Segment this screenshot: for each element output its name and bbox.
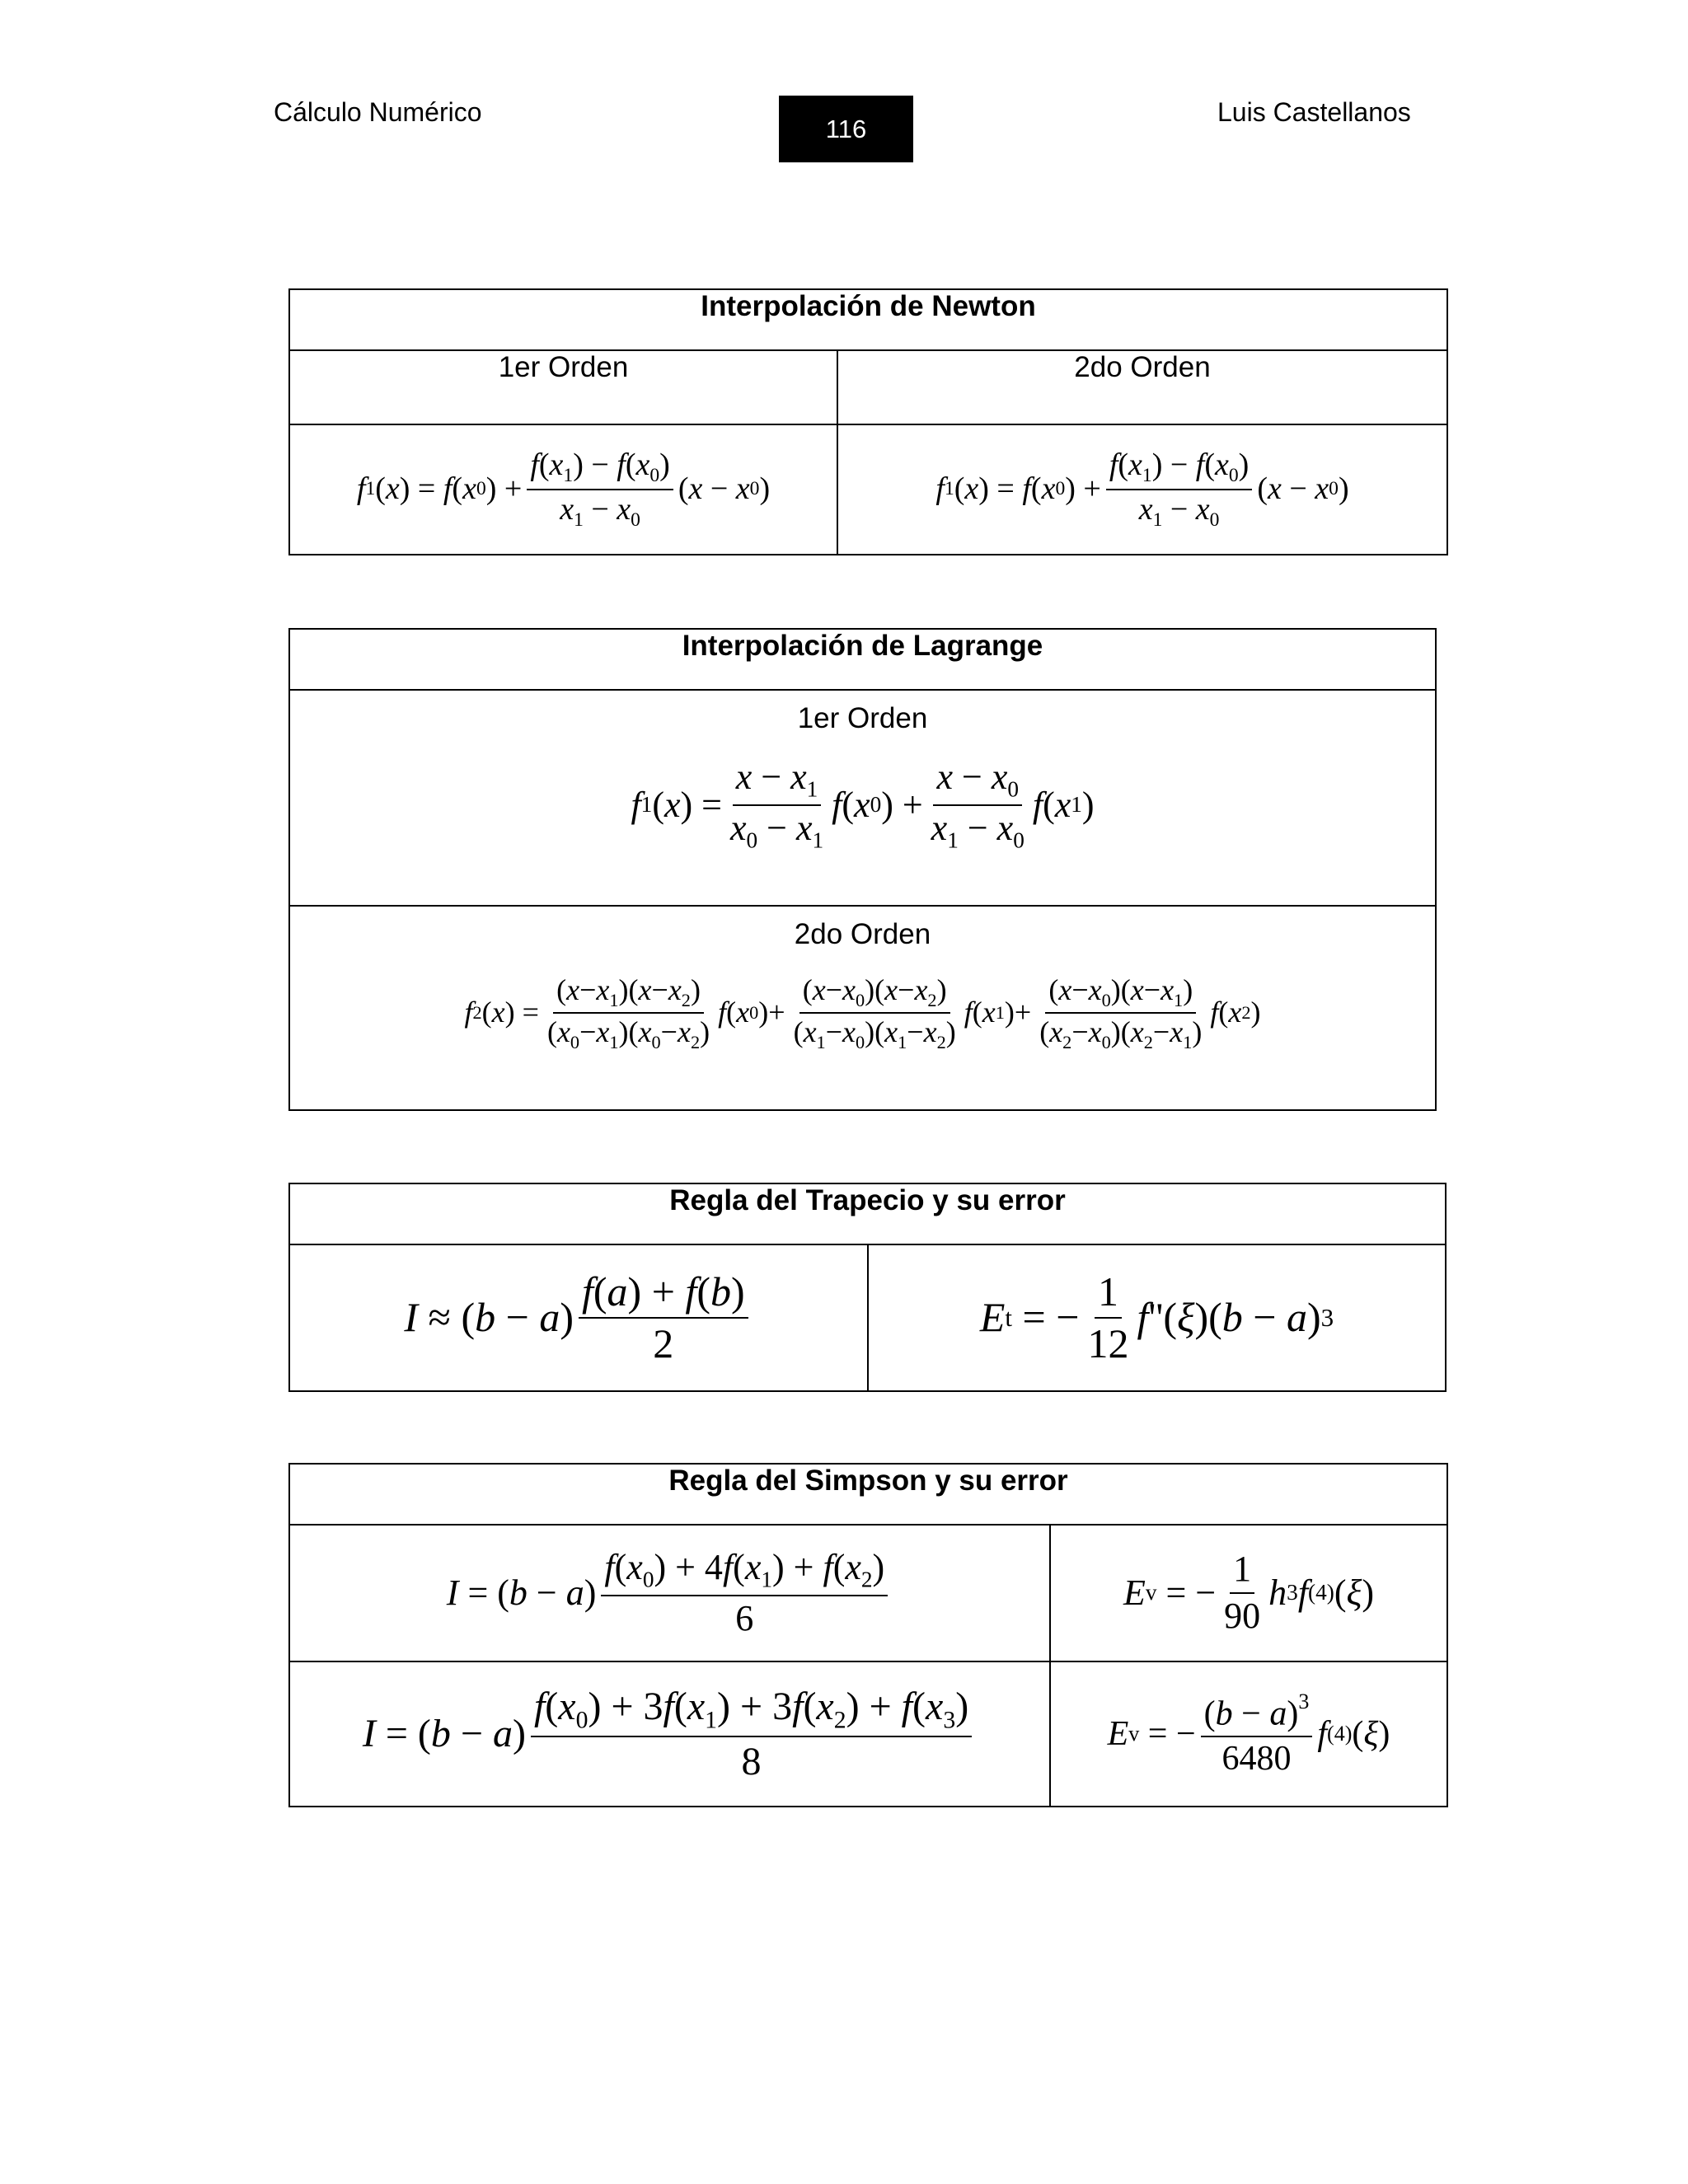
simpson-one-third-error-formula: E v = − $\frac{1}{90}$ h 3 f (4) ( ξ ) [1123,1549,1374,1636]
trapezoid-error-formula: E t = − $\frac{1}{12}$ f ''( ξ )( b − a ) 3 [979,1268,1334,1366]
simpson-title: Regla del Simpson y su error [289,1464,1447,1525]
lagrange-table [288,628,1437,1111]
trapezoid-rule-formula: I ≈ ( b − a ) $\frac{f(a) + f(b)}{2}$ [290,1268,867,1368]
newton-second-order-formula: f 1 ( x ) = f ( x 0 ) + $\frac{f(x_1) - f(x_0)}{x_1 - x_0}$ ( x − x 0 ) [935,447,1349,532]
trapezoid-table [288,1183,1447,1392]
book-title: Cálculo Numérico [274,97,482,127]
newton-first-order-formula: f 1 ( x ) = f ( x 0 ) + $\frac{f(x_1) - f(x_0)}{x_1 - x_0}$ ( x − x 0 ) [356,447,771,532]
simpson-one-third-formula: I = ( b − a ) $\frac{f(x_0) + 4f(x_1) + f(x_2)}{6}$ [290,1547,1049,1640]
newton-first-order-label: 1er Orden [289,350,837,424]
newton-second-order-label: 2do Orden [837,350,1447,424]
lagrange-second-order-formula: f 2 ( x ) = $\frac{(x-x_1)(x-x_2)}{(x_0-x_1)(x_0-x_2)}$ f ( x 0 )+ $\frac{(x-x_0)(x-x_2)}{(x_1-x_0)(x_1-x_2)}$ f ( x 1 )+ $\frac{(x-x_0)(x-x_1)}{(x_2-x_0)(x_2-x_1)}$ f ( x 2 ) [464,972,1261,1052]
simpson-three-eighths-formula: I = ( b − a ) $\frac{f(x_0) + 3f(x_1) + 3f(x_2) + f(x_3)}{8}$ [290,1684,1049,1785]
newton-table [288,288,1448,555]
lagrange-first-order-formula: f 1 ( x ) = $\frac{x - x_1}{x_0 - x_1}$ f ( x 0 ) + $\frac{x - x_0}{x_1 - x_0}$ f ( x 1 ) [631,757,1095,853]
simpson-three-eighths-error-formula: E v = − $\frac{(b - a)^3}{6480}$ f (4) ( ξ ) [1107,1689,1390,1778]
page-number: 116 [779,96,913,162]
author-name: Luis Castellanos [1217,97,1411,127]
lagrange-first-order-label: 1er Orden [797,702,928,734]
newton-title: Interpolación de Newton [289,289,1447,350]
lagrange-title: Interpolación de Lagrange [289,629,1436,690]
simpson-table [288,1463,1448,1807]
lagrange-second-order-label: 2do Orden [794,918,931,950]
trapezoid-title: Regla del Trapecio y su error [289,1183,1446,1244]
